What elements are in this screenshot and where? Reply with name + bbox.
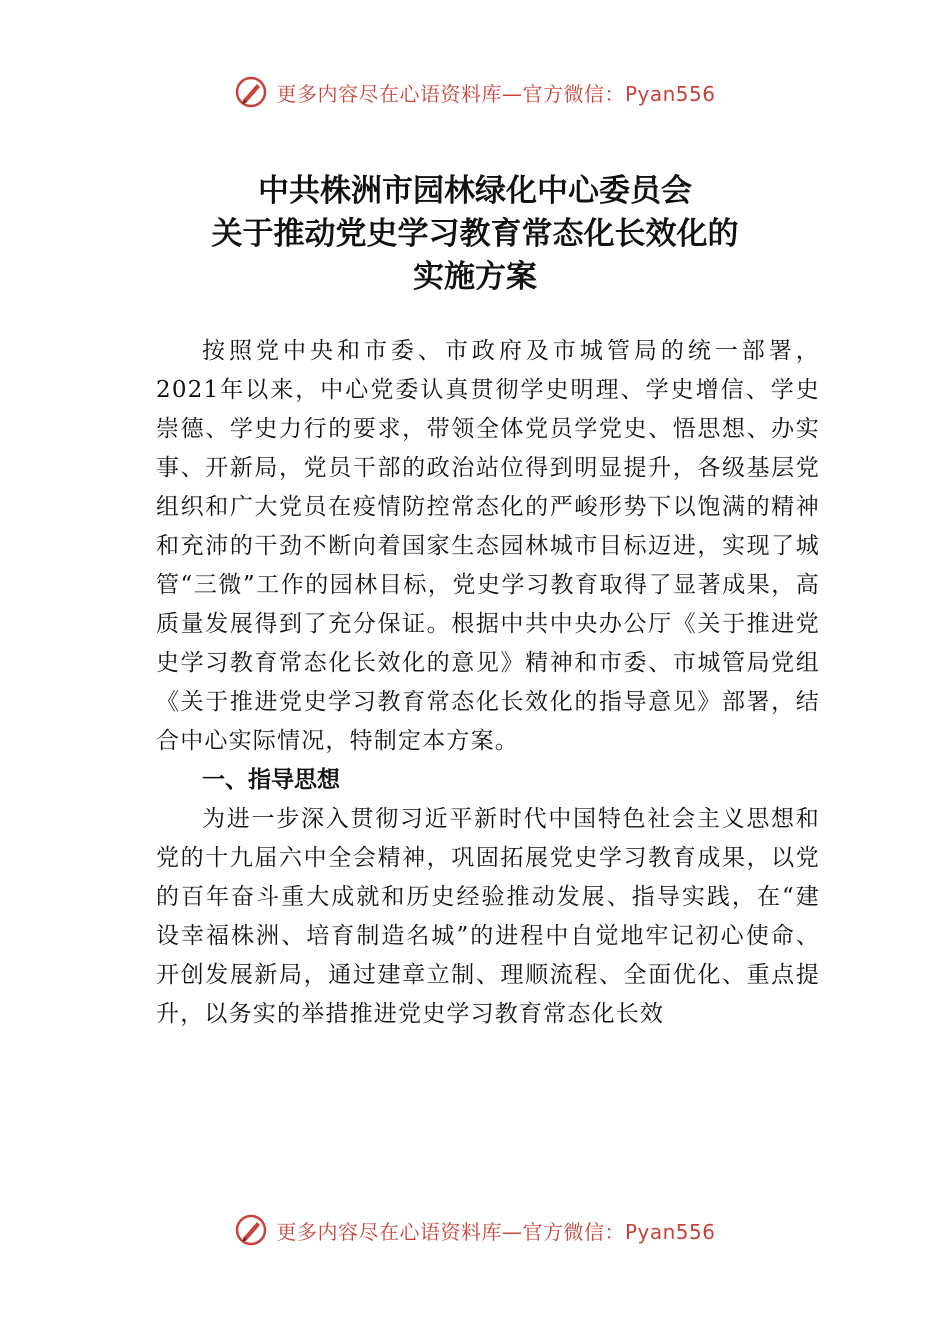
title-line-1: 中共株洲市园林绿化中心委员会 bbox=[258, 173, 692, 209]
watermark-text: 更多内容尽在心语资料库—官方微信：Pyan556 bbox=[276, 81, 716, 106]
document-body bbox=[156, 332, 820, 1034]
pen-logo-icon bbox=[234, 1213, 268, 1247]
pen-logo-icon bbox=[234, 75, 268, 109]
intro-paragraph: 按照党中央和市委、市政府及市城管局的统一部署，2021年以来，中心党委认真贯彻学史明理、学史增信、学史崇德、学史力行的要求，带领全体党员学党史、悟思想、办实事、开新局，党员干部的政治站位得到明显提升，各级基层党组织和广大党员在疫情防控常态化的严峻形势下以饱满的精神和充沛的干劲不断向着国家生态园林城市目标迈进，实现了城管“三微”工作的园林目标，党史学习教育取得了显著成果，高质量发展得到了充分保证。根据中共中央办公厅《关于推进党史学习教育常态化长效化的意见》精神和市委、市城管局党组《关于推进党史学习教育常态化长效化的指导意见》部署，结合中心实际情况，特制定本方案。 bbox=[156, 338, 820, 754]
section-heading-guiding-thought: 一、指导思想 bbox=[202, 767, 340, 793]
title-line-2: 关于推动党史学习教育常态化长效化的 bbox=[211, 216, 739, 252]
guiding-thought-paragraph: 为进一步深入贯彻习近平新时代中国特色社会主义思想和党的十九届六中全会精神，巩固拓展党史学习教育成果，以党的百年奋斗重大成就和历史经验推动发展、指导实践，在“建设幸福株洲、培育制造名城”的进程中自觉地牢记初心使命、开创发展新局，通过建章立制、理顺流程、全面优化、重点提升，以务实的举措推进党史学习教育常态化长效 bbox=[156, 806, 820, 1027]
document-title bbox=[0, 170, 950, 299]
header-watermark bbox=[0, 72, 950, 112]
watermark-text: 更多内容尽在心语资料库—官方微信：Pyan556 bbox=[276, 1219, 716, 1244]
title-line-3: 实施方案 bbox=[413, 259, 537, 295]
footer-watermark bbox=[0, 1210, 950, 1250]
